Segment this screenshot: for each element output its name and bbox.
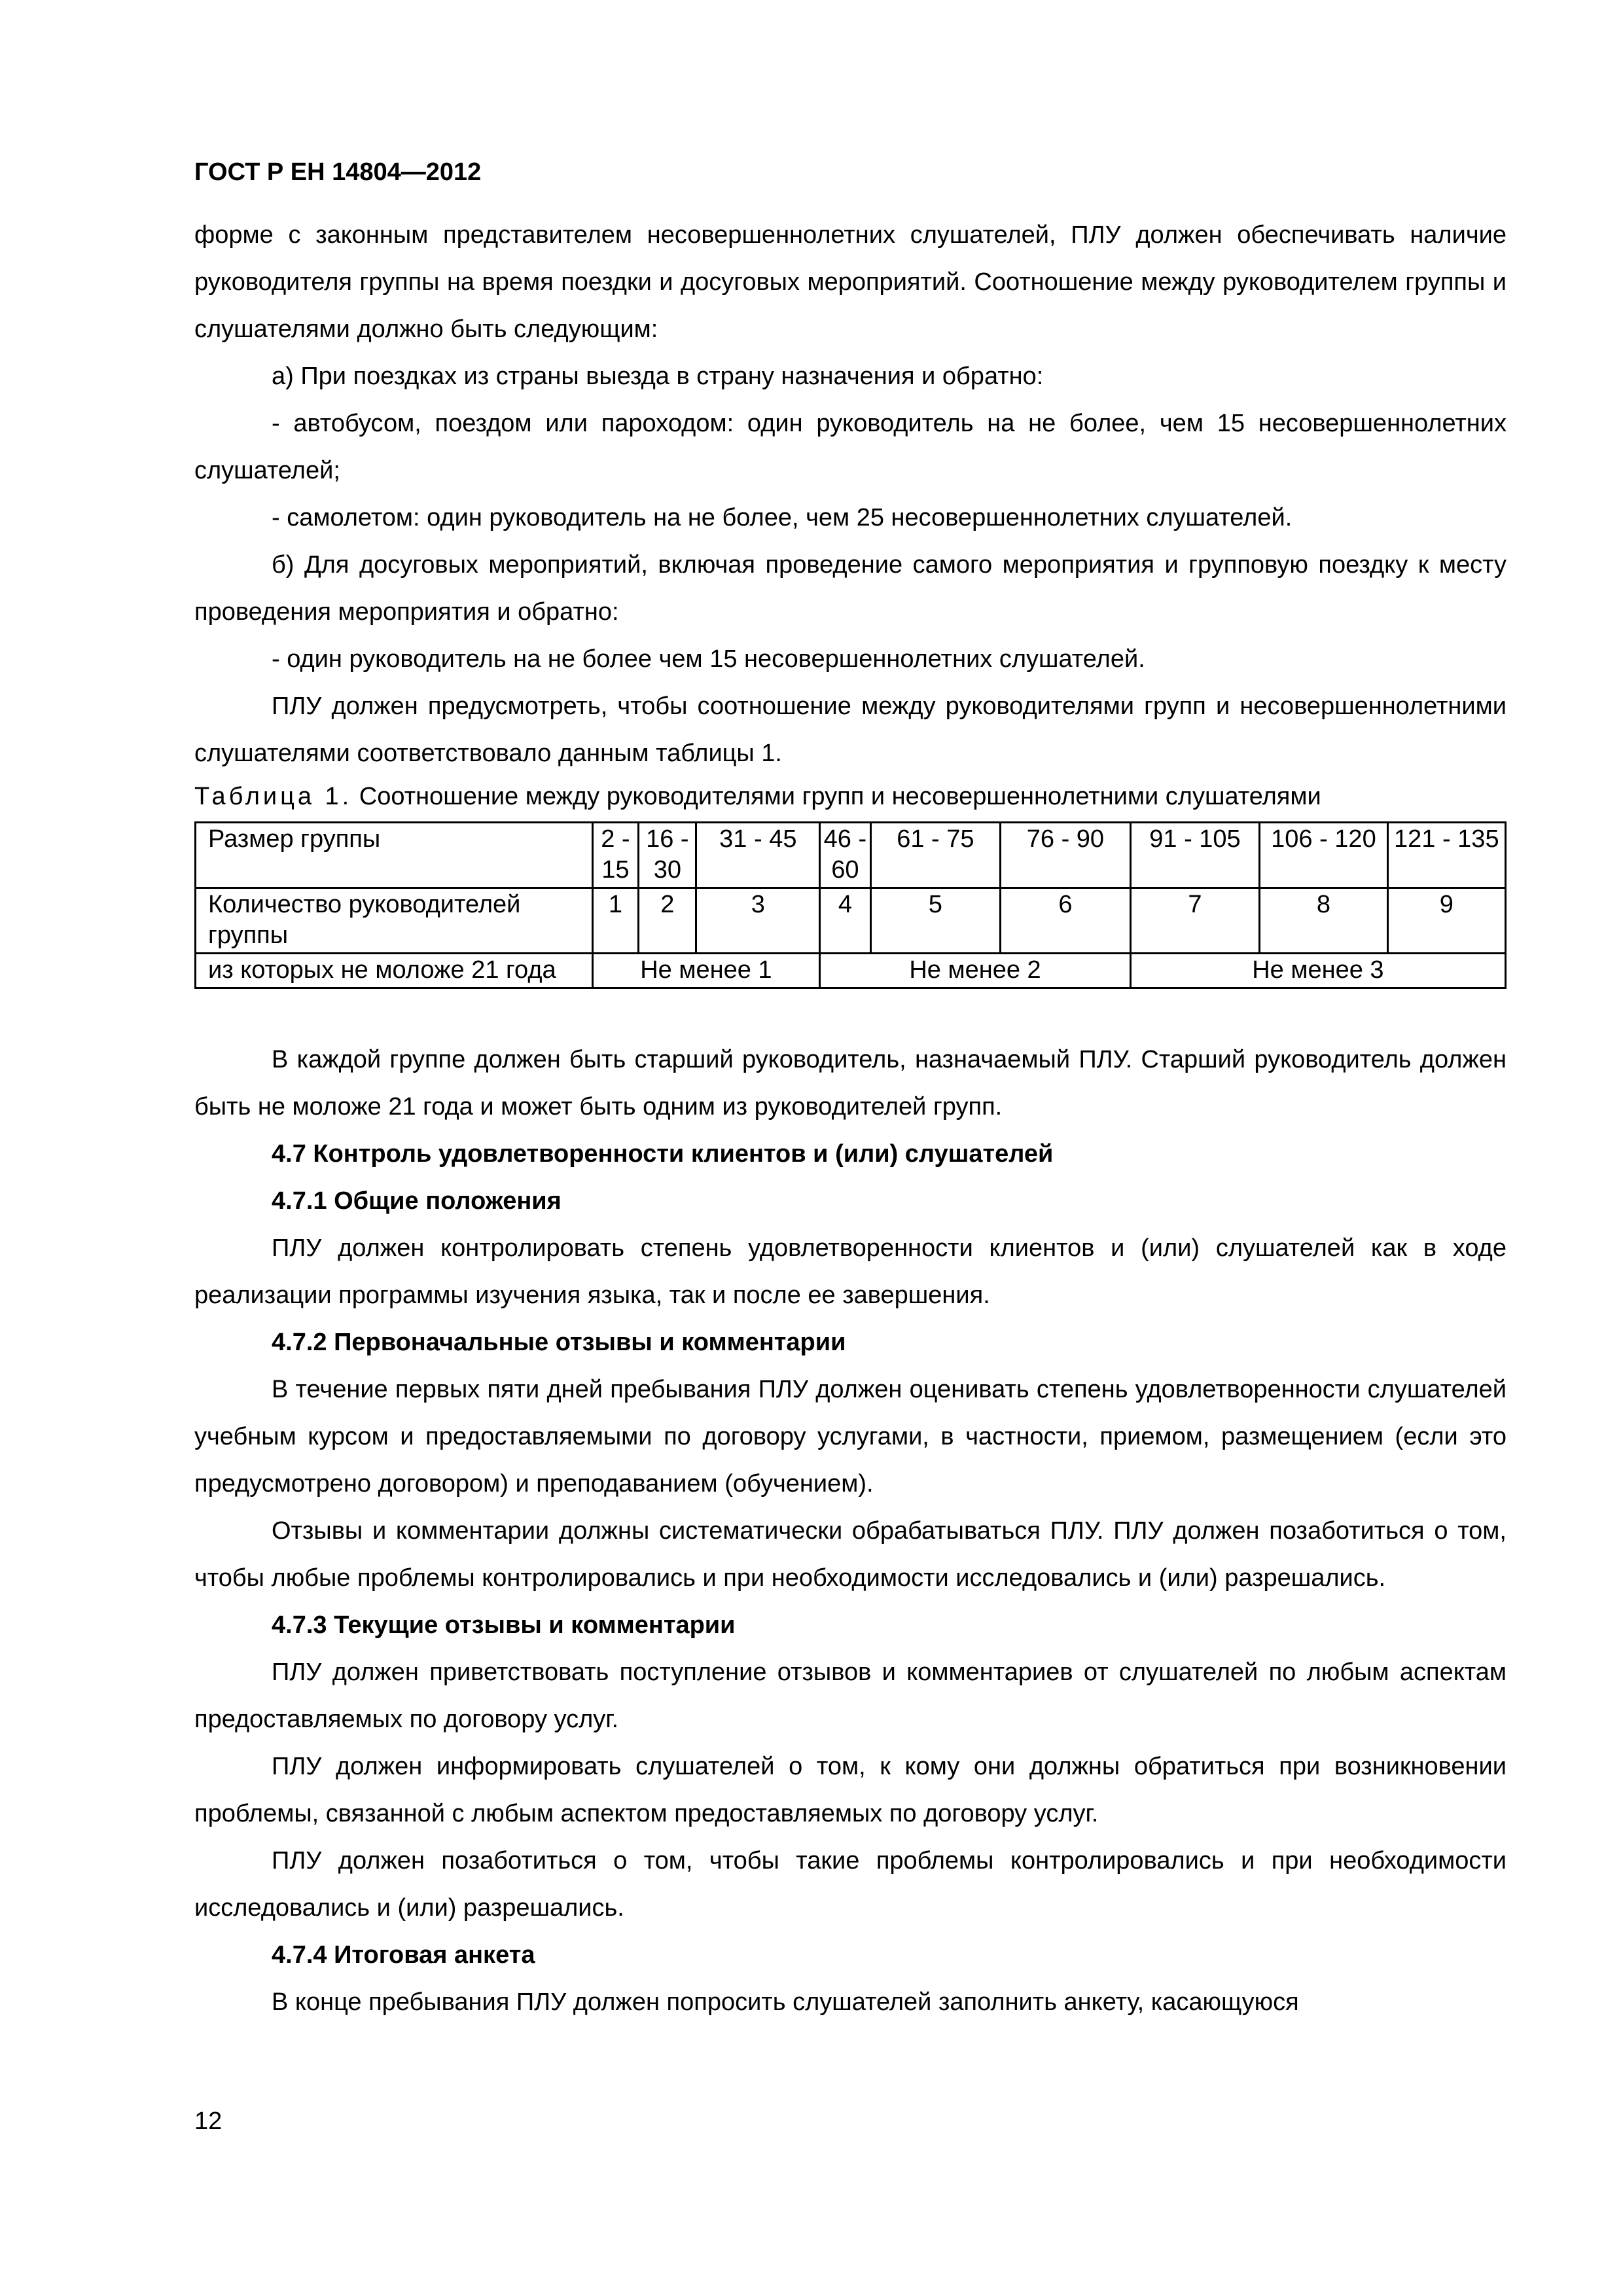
paragraph: б) Для досуговых мероприятий, включая проведение самого мероприятия и групповую поездку к месту проведения мероприятия и обратно: xyxy=(194,551,1507,626)
min-adult-leaders-cell: Не менее 1 xyxy=(592,954,820,988)
paragraph: ПЛУ должен контролировать степень удовлетворенности клиентов и (или) слушателей как в ходе реализации программы изучения языка, так и после ее завершения. xyxy=(194,1234,1507,1309)
table-row xyxy=(196,888,1506,954)
leader-count-cell: 7 xyxy=(1130,888,1260,954)
group-size-cell: 61 - 75 xyxy=(870,823,1001,888)
leader-ratio-table xyxy=(194,821,1507,989)
min-adult-leaders-cell: Не менее 2 xyxy=(820,954,1130,988)
group-size-cell: 31 - 45 xyxy=(696,823,820,888)
group-size-cell: 46 - 60 xyxy=(820,823,870,888)
table-row-header: Размер группы xyxy=(196,823,593,888)
leader-count-cell: 3 xyxy=(696,888,820,954)
table-row xyxy=(196,823,1506,888)
leader-count-cell: 9 xyxy=(1387,888,1505,954)
leader-count-cell: 6 xyxy=(1001,888,1131,954)
group-size-cell: 2 - 15 xyxy=(592,823,639,888)
table-caption-lead: Таблица 1. xyxy=(194,783,353,810)
leader-count-cell: 8 xyxy=(1260,888,1387,954)
paragraph: ПЛУ должен информировать слушателей о том, к кому они должны обратиться при возникновении проблемы, связанной с любым аспектом предоставляемых по договору услуг. xyxy=(194,1753,1507,1827)
subsection-heading: 4.7.4 Итоговая анкета xyxy=(272,1941,535,1969)
paragraph: Отзывы и комментарии должны систематически обрабатываться ПЛУ. ПЛУ должен позаботиться о том, чтобы любые проблемы контролировались и при необходимости исследовались и (или) разрешались. xyxy=(194,1517,1507,1592)
group-size-cell: 16 - 30 xyxy=(639,823,696,888)
table-caption xyxy=(194,777,1507,816)
group-size-cell: 121 - 135 xyxy=(1387,823,1505,888)
table-row-header: из которых не моложе 21 года xyxy=(196,954,593,988)
standard-designation: ГОСТ Р ЕН 14804—2012 xyxy=(194,158,482,186)
leader-count-cell: 2 xyxy=(639,888,696,954)
group-size-cell: 91 - 105 xyxy=(1130,823,1260,888)
subsection-heading: 4.7.1 Общие положения xyxy=(272,1187,562,1215)
group-size-cell: 106 - 120 xyxy=(1260,823,1387,888)
subsection-heading: 4.7.3 Текущие отзывы и комментарии xyxy=(272,1611,736,1639)
paragraph: ПЛУ должен предусмотреть, чтобы соотношение между руководителями групп и несовершеннолетними слушателями соответствовало данным таблицы 1. xyxy=(194,692,1507,767)
paragraph: ПЛУ должен позаботиться о том, чтобы такие проблемы контролировались и при необходимости исследовались и (или) разрешались. xyxy=(194,1847,1507,1922)
leader-count-cell: 5 xyxy=(870,888,1001,954)
paragraph: В течение первых пяти дней пребывания ПЛУ должен оценивать степень удовлетворенности слушателей учебным курсом и предоставляемыми по договору услугами, в частности, приемом, размещением (если это предусмотрено договором) и преподаванием (обучением). xyxy=(194,1376,1507,1498)
leader-count-cell: 4 xyxy=(820,888,870,954)
subsection-heading: 4.7.2 Первоначальные отзывы и комментарии xyxy=(272,1329,846,1356)
paragraph: В конце пребывания ПЛУ должен попросить слушателей заполнить анкету, касающуюся xyxy=(272,1988,1299,2016)
section-heading: 4.7 Контроль удовлетворенности клиентов и (или) слушателей xyxy=(272,1140,1054,1168)
page-content xyxy=(194,211,1507,2026)
list-item: - автобусом, поездом или пароходом: один руководитель на не более, чем 15 несовершеннолетних слушателей; xyxy=(194,410,1507,484)
paragraph: а) При поездках из страны выезда в страну назначения и обратно: xyxy=(272,363,1044,390)
list-item: - самолетом: один руководитель на не более, чем 25 несовершеннолетних слушателей. xyxy=(272,504,1293,531)
table-caption-text: Соотношение между руководителями групп и несовершеннолетними слушателями xyxy=(359,783,1321,810)
paragraph: В каждой группе должен быть старший руководитель, назначаемый ПЛУ. Старший руководитель должен быть не моложе 21 года и может быть одним из руководителей групп. xyxy=(194,1046,1507,1121)
min-adult-leaders-cell: Не менее 3 xyxy=(1130,954,1505,988)
paragraph: форме с законным представителем несовершеннолетних слушателей, ПЛУ должен обеспечивать наличие руководителя группы на время поездки и досуговых мероприятий. Соотношение между руководителем группы и слушателями должно быть следующим: xyxy=(194,221,1507,343)
group-size-cell: 76 - 90 xyxy=(1001,823,1131,888)
list-item: - один руководитель на не более чем 15 несовершеннолетних слушателей. xyxy=(272,645,1145,673)
page-number: 12 xyxy=(194,2108,223,2135)
table-row xyxy=(196,954,1506,988)
table-row-header: Количество руководителей группы xyxy=(196,888,593,954)
paragraph: ПЛУ должен приветствовать поступление отзывов и комментариев от слушателей по любым аспектам предоставляемых по договору услуг. xyxy=(194,1659,1507,1733)
leader-count-cell: 1 xyxy=(592,888,639,954)
